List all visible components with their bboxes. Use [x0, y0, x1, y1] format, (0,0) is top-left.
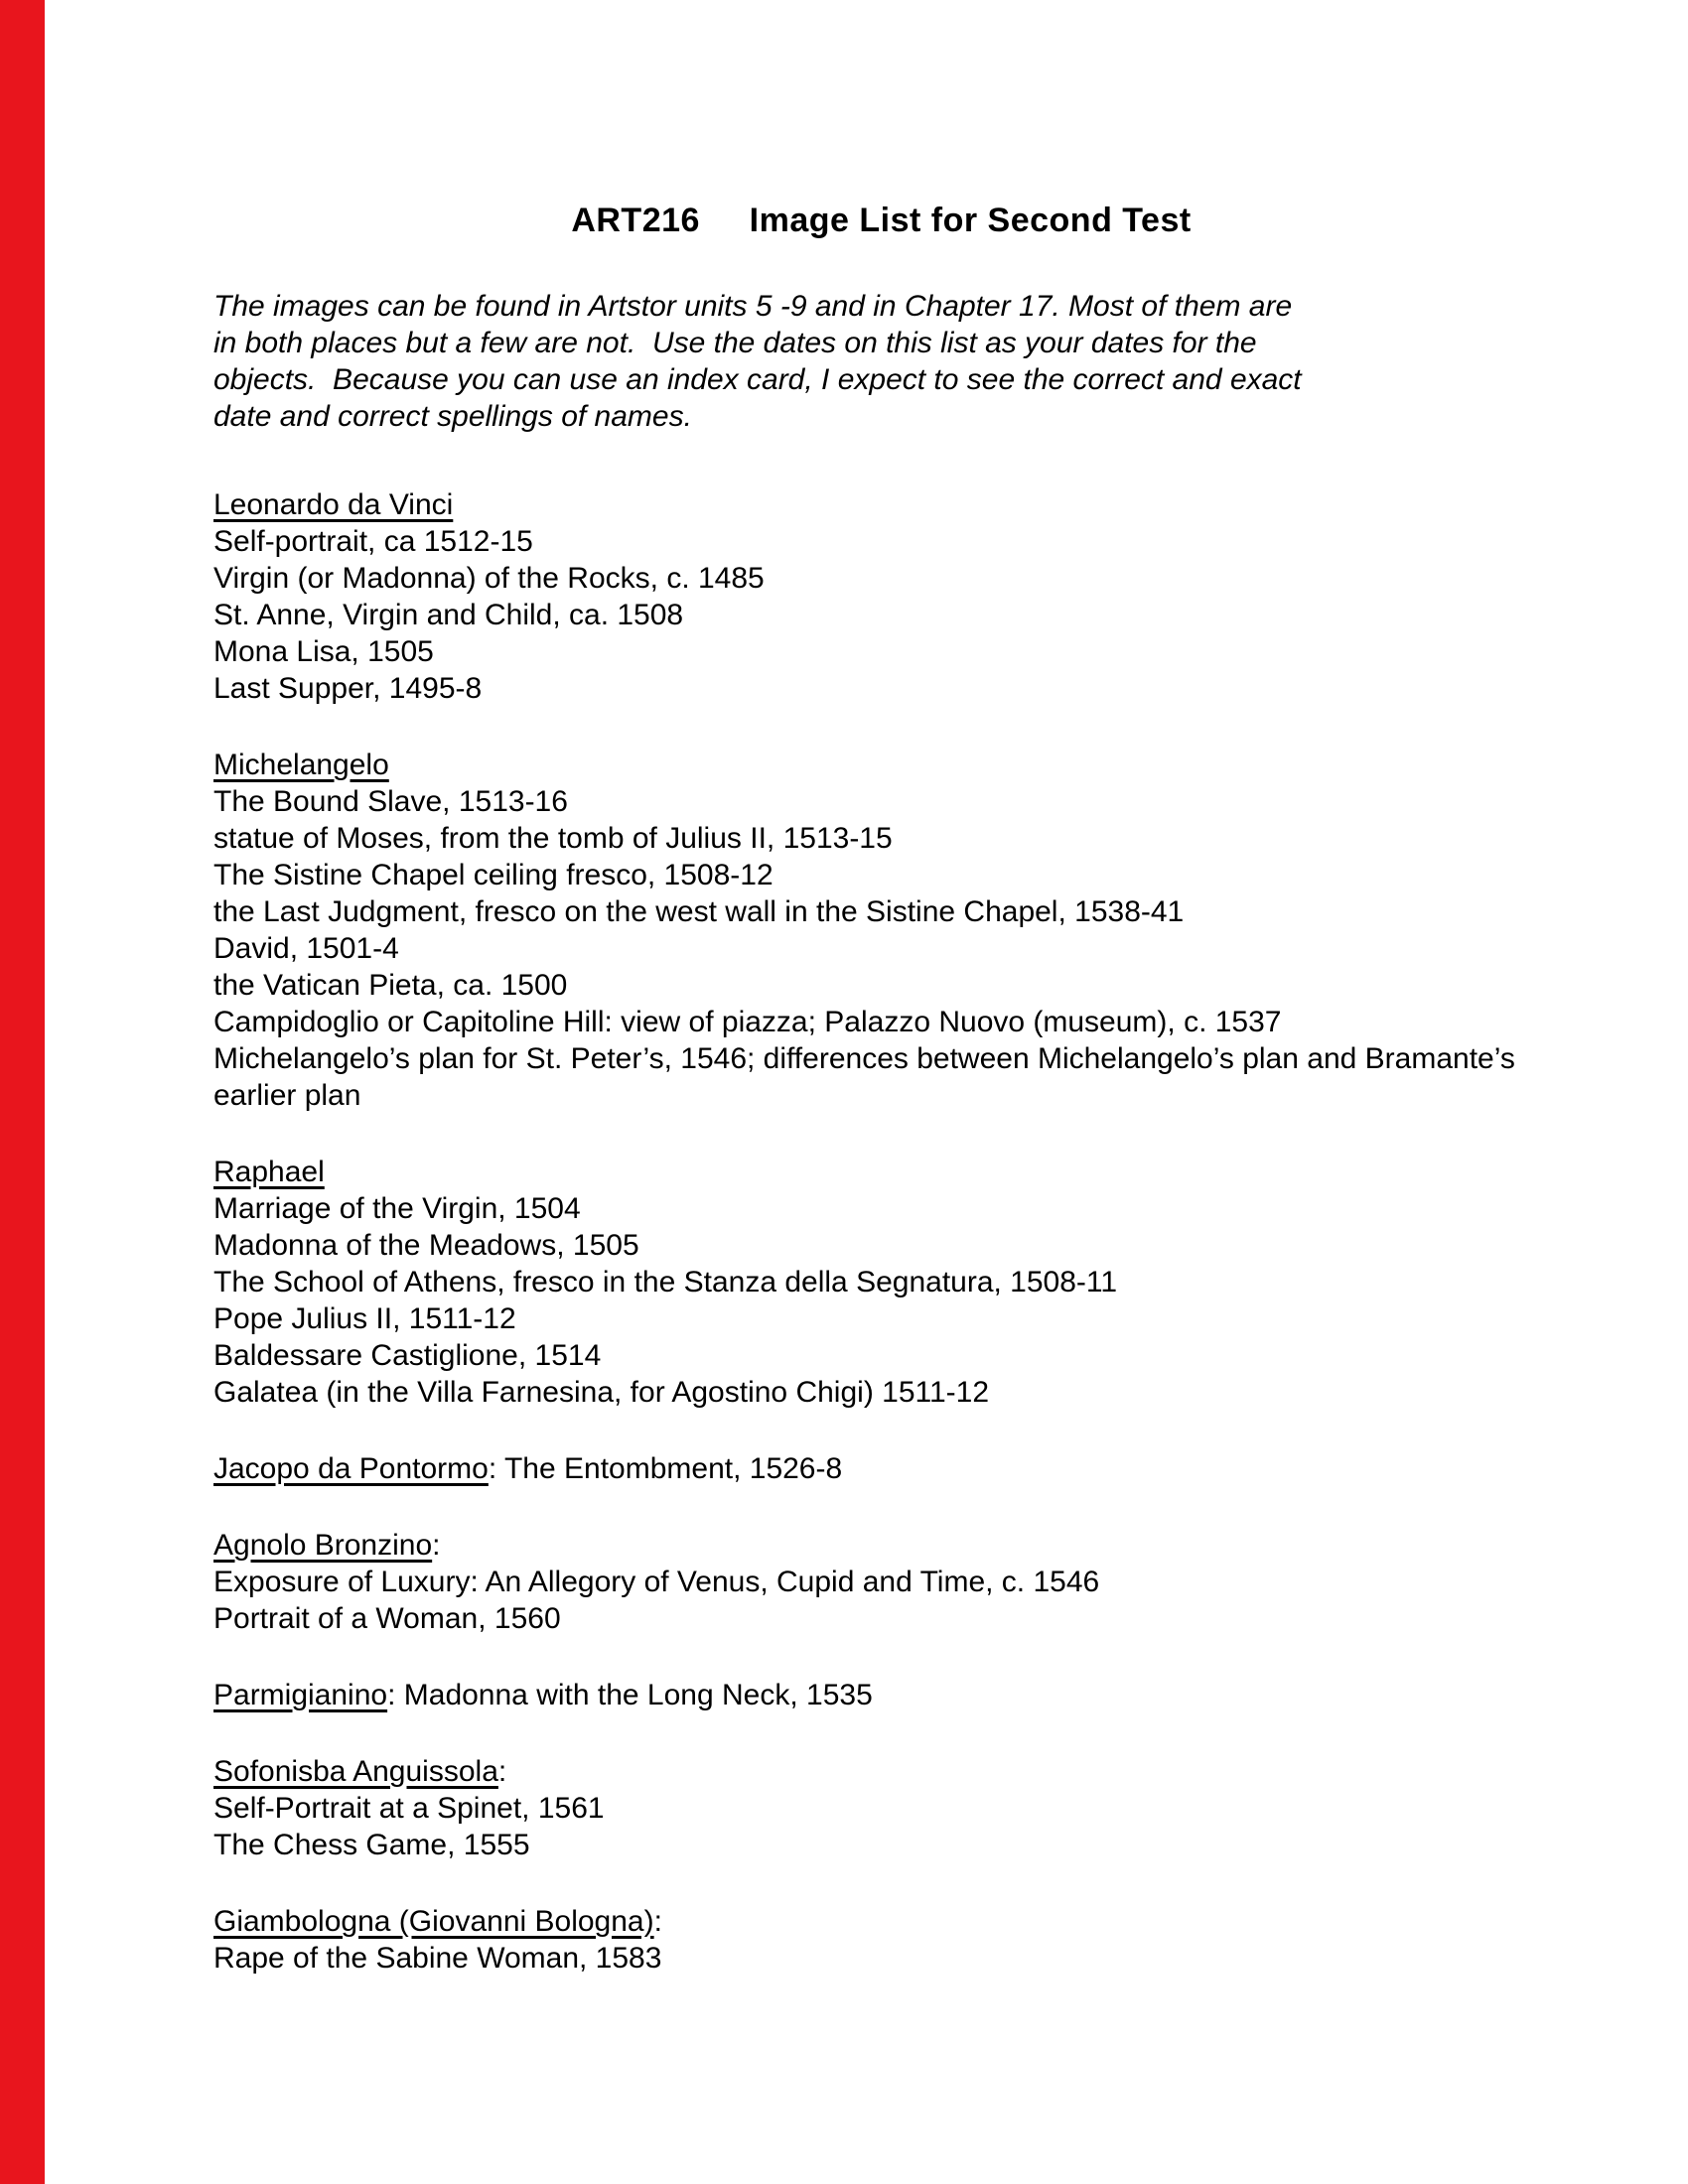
artist-heading — [213, 1753, 1549, 1790]
section-leonardo-da-vinci — [213, 486, 1549, 707]
work-item: The Chess Game, 1555 — [213, 1829, 530, 1861]
intro-paragraph — [213, 288, 1549, 435]
artist-heading — [213, 1450, 1549, 1487]
intro-line: objects. Because you can use an index card, I expect to see the correct and exact — [213, 363, 1302, 396]
artist-name: Jacopo da Pontormo — [213, 1452, 489, 1485]
work-item: Last Supper, 1495-8 — [213, 672, 483, 705]
heading-suffix: : The Entombment, 1526-8 — [488, 1452, 843, 1485]
work-item: Exposure of Luxury: An Allegory of Venus, Cupid and Time, c. 1546 — [213, 1566, 1100, 1598]
document-page — [213, 202, 1549, 1977]
work-item: Portrait of a Woman, 1560 — [213, 1602, 561, 1635]
heading-suffix: : Madonna with the Long Neck, 1535 — [387, 1679, 873, 1711]
scan-edge-red-bar — [0, 0, 45, 2184]
work-item: Madonna of the Meadows, 1505 — [213, 1229, 639, 1262]
artist-name: Michelangelo — [213, 749, 389, 781]
work-item: St. Anne, Virgin and Child, ca. 1508 — [213, 599, 684, 631]
work-item: Self-Portrait at a Spinet, 1561 — [213, 1792, 605, 1825]
work-item: Virgin (or Madonna) of the Rocks, c. 1485 — [213, 562, 765, 595]
section-sofonisba-anguissola — [213, 1753, 1549, 1863]
work-item: Pope Julius II, 1511-12 — [213, 1302, 516, 1335]
heading-suffix: : — [497, 1755, 507, 1788]
work-item: statue of Moses, from the tomb of Julius II, 1513-15 — [213, 822, 893, 855]
section-michelangelo — [213, 747, 1549, 1114]
artist-name: Parmigianino — [213, 1679, 388, 1711]
page-title: ART216 Image List for Second Test — [571, 202, 1192, 239]
work-item: Campidoglio or Capitoline Hill: view of piazza; Palazzo Nuovo (museum), c. 1537 — [213, 1006, 1282, 1038]
intro-line: in both places but a few are not. Use the dates on this list as your dates for the — [213, 327, 1257, 359]
work-item: Galatea (in the Villa Farnesina, for Agostino Chigi) 1511-12 — [213, 1376, 990, 1409]
work-item: Mona Lisa, 1505 — [213, 635, 434, 668]
work-item: The School of Athens, fresco in the Stanza della Segnatura, 1508-11 — [213, 1266, 1118, 1298]
intro-line: The images can be found in Artstor units 5 -9 and in Chapter 17. Most of them are — [213, 290, 1293, 323]
work-item: Marriage of the Virgin, 1504 — [213, 1192, 581, 1225]
artist-heading — [213, 747, 1549, 783]
artist-heading — [213, 1527, 1549, 1564]
section-parmigianino — [213, 1677, 1549, 1713]
work-item: Rape of the Sabine Woman, 1583 — [213, 1942, 662, 1975]
work-item: David, 1501-4 — [213, 932, 399, 965]
artist-name: Giambologna (Giovanni Bologna) — [213, 1905, 654, 1938]
work-item: The Bound Slave, 1513-16 — [213, 785, 568, 818]
artist-name: Raphael — [213, 1156, 325, 1188]
heading-suffix: : — [653, 1905, 662, 1938]
work-item: Self-portrait, ca 1512-15 — [213, 525, 533, 558]
section-agnolo-bronzino — [213, 1527, 1549, 1637]
intro-line: date and correct spellings of names. — [213, 400, 692, 433]
work-item: The Sistine Chapel ceiling fresco, 1508-12 — [213, 859, 774, 891]
work-item: Baldessare Castiglione, 1514 — [213, 1339, 602, 1372]
artist-name: Sofonisba Anguissola — [213, 1755, 498, 1788]
section-giambologna — [213, 1903, 1549, 1977]
work-item: Michelangelo’s plan for St. Peter’s, 1546; differences between Michelangelo’s plan and Bramante’s earlier plan — [213, 1042, 1524, 1112]
work-item: the Vatican Pieta, ca. 1500 — [213, 969, 568, 1002]
work-item: the Last Judgment, fresco on the west wall in the Sistine Chapel, 1538-41 — [213, 895, 1185, 928]
section-jacopo-da-pontormo — [213, 1450, 1549, 1487]
artist-heading — [213, 1903, 1549, 1940]
heading-suffix: : — [432, 1529, 441, 1562]
section-raphael — [213, 1154, 1549, 1411]
artist-heading — [213, 486, 1549, 523]
artist-name: Agnolo Bronzino — [213, 1529, 433, 1562]
artist-heading — [213, 1677, 1549, 1713]
artist-heading — [213, 1154, 1549, 1190]
artist-name: Leonardo da Vinci — [213, 488, 454, 521]
